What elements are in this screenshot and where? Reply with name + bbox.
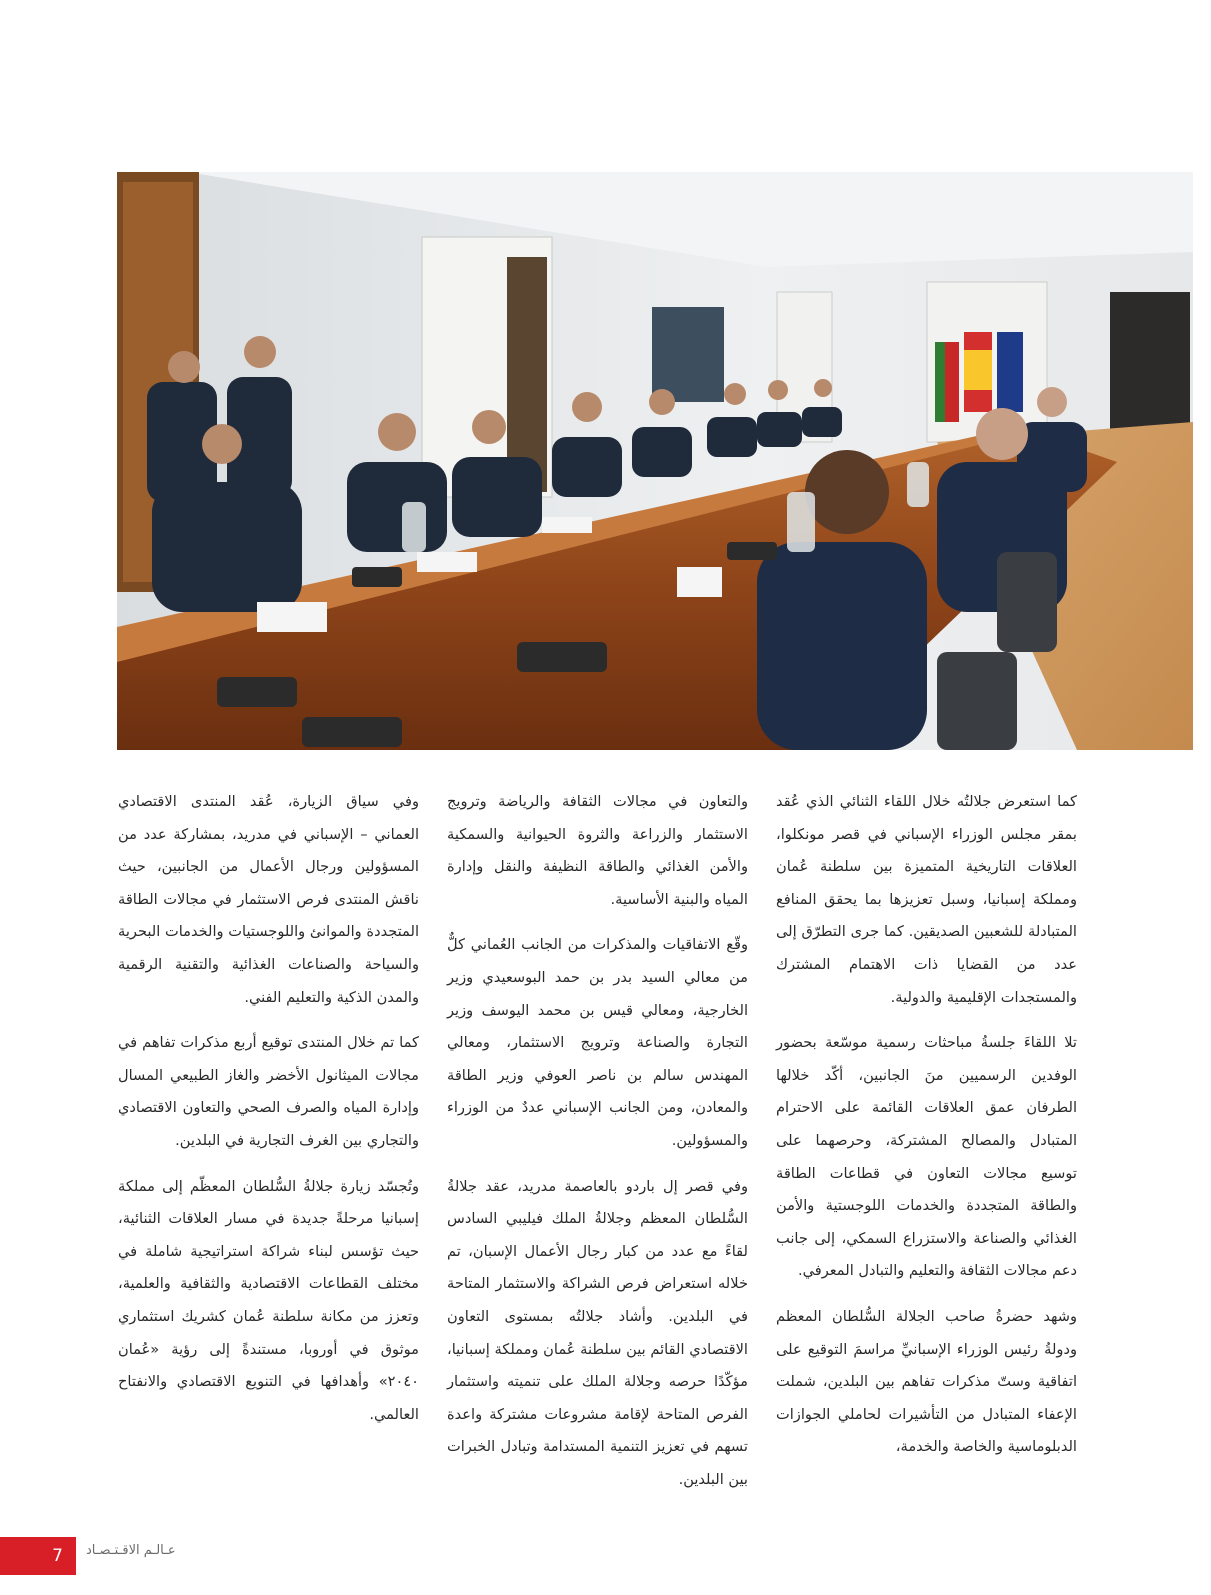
paragraph: كما تم خلال المنتدى توقيع أربع مذكرات تفاهم في مجالات الميثانول الأخضر والغاز الطبيعي المسال وإدارة المياه والصرف الصحي والتعاون الاقتصادي والتجاري بين الغرف التجارية في البلدين. bbox=[118, 1034, 419, 1149]
article-column-3 bbox=[118, 786, 419, 1444]
meeting-photo bbox=[117, 172, 1193, 750]
paragraph: كما استعرض جلالتُه خلال اللقاء الثنائي الذي عُقد بمقر مجلس الوزراء الإسباني في قصر مونكلوا، العلاقات التاريخية المتميزة بين سلطنة عُمان ومملكة إسبانيا، وسبل تعزيزها بما يحقق المنافع المتبادلة للشعبين الصديقين. كما جرى التطرّق إلى عدد من القضايا ذات الاهتمام المشترك والمستجدات الإقليمية والدولية. bbox=[776, 793, 1077, 1006]
paragraph: وفي سياق الزيارة، عُقد المنتدى الاقتصادي العماني – الإسباني في مدريد، بمشاركة عدد من المسؤولين ورجال الأعمال من الجانبين، حيث ناقش المنتدى فرص الاستثمار في مجالات الطاقة المتجددة والموانئ واللوجستيات والخدمات البحرية والسياحة والصناعات الغذائية والتقنية الرقمية والمدن الذكية والتعليم الفني. bbox=[118, 793, 419, 1006]
paragraph: وفي قصر إل باردو بالعاصمة مدريد، عقد جلالةُ السُّلطان المعظم وجلالةُ الملك فيليبي السادس لقاءً مع عدد من كبار رجال الأعمال الإسبان، تم خلاله استعراض فرص الشراكة والاستثمار المتاحة في البلدين. وأشاد جلالتُه بمستوى التعاون الاقتصادي القائم بين سلطنة عُمان ومملكة إسبانيا، مؤكّدًا حرصه وجلالة الملك على تنميته واستثمار الفرص المتاحة لإقامة مشروعات مشتركة واعدة تسهم في تعزيز التنمية المستدامة وتبادل الخبرات بين البلدين. bbox=[447, 1177, 748, 1488]
paragraph: تلا اللقاءَ جلسةُ مباحثات رسمية موسّعة بحضور الوفدين الرسميين منَ الجانبين، أكّد خلالها الطرفان عمق العلاقات القائمة على الاحترام المتبادل والمصالح المشتركة، وحرصهما على توسيع مجالات التعاون في قطاعات الطاقة والطاقة المتجددة والخدمات اللوجستية والأمن الغذائي والصناعة والاستزراع السمكي، إلى جانب دعم مجالات الثقافة والتعليم والتبادل المعرفي. bbox=[776, 1034, 1077, 1280]
article-body bbox=[117, 786, 1077, 1486]
paragraph: وشهد حضرةُ صاحب الجلالة السُّلطان المعظم ودولةُ رئيس الوزراء الإسبانيِّ مراسمَ التوقيع على اتفاقية وستّ مذكرات تفاهم بين البلدين، شملت الإعفاء المتبادل من التأشيرات لحاملي الجوازات الدبلوماسية والخاصة والخدمة، bbox=[776, 1307, 1077, 1456]
paragraph: وتُجسّد زيارة جلالةُ السُّلطان المعظّم إلى مملكة إسبانيا مرحلةً جديدة في مسار العلاقات الثنائية، حيث تؤسس لبناء شراكة استراتيجية شاملة في مختلف القطاعات الاقتصادية والثقافية والعلمية، وتعزز من مكانة سلطنة عُمان كشريك استثماري موثوق في أوروبا، مستندةً إلى رؤية «عُمان ٢٠٤٠» وأهدافها في التنويع الاقتصادي والانفتاح العالمي. bbox=[118, 1177, 419, 1423]
page-number: 7 bbox=[0, 1537, 76, 1575]
magazine-brand: عـالـم الاقـتـصـاد bbox=[86, 1543, 176, 1558]
paragraph: والتعاون في مجالات الثقافة والرياضة وترويج الاستثمار والزراعة والثروة الحيوانية والسمكية والأمن الغذائي والطاقة النظيفة والنقل وإدارة المياه والبنية الأساسية. bbox=[447, 793, 748, 908]
article-column-1 bbox=[776, 786, 1077, 1477]
article-column-2 bbox=[447, 786, 748, 1509]
paragraph: وقّع الاتفاقيات والمذكرات من الجانب العُماني كلٌّ من معالي السيد بدر بن حمد البوسعيدي وزير الخارجية، ومعالي قيس بن محمد اليوسف وزير التجارة والصناعة وترويج الاستثمار، ومعالي المهندس سالم بن ناصر العوفي وزير الطاقة والمعادن، ومن الجانب الإسباني عددٌ من الوزراء والمسؤولين. bbox=[447, 936, 748, 1149]
